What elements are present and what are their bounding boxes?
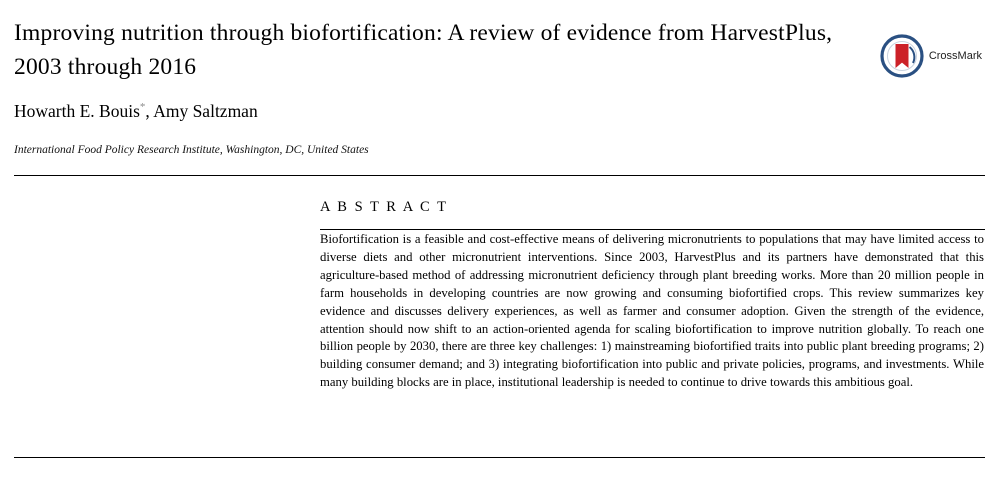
abstract-heading: A B S T R A C T: [320, 199, 448, 215]
author-first: Howarth E. Bouis: [14, 101, 140, 121]
crossmark-badge[interactable]: [879, 33, 982, 79]
abstract-body: Biofortification is a feasible and cost-effective means of delivering micronutrients to populations that may have limited access to diverse diets and other micronutrient interventions. Since 2003, HarvestPlus and its partners have demonstrated that this agriculture-based method of addressing micronutrient deficiency through plant breeding works. More than 20 million people in farm households in developing countries are now growing and consuming biofortified crops. This review summarizes key evidence and discusses delivery experiences, as well as farmer and consumer adoption. Given the strength of the evidence, attention should now shift to an action-oriented agenda for scaling biofortification to improve nutrition globally. To reach one billion people by 2030, there are three key challenges: 1) mainstreaming biofortified traits into public plant breeding programs; 2) building consumer demand; and 3) integrating biofortification into public and private policies, programs, and investments. While many building blocks are in place, institutional leadership is needed to continue to drive towards this ambitious goal.: [320, 232, 984, 390]
crossmark-icon: [879, 33, 925, 79]
divider-top: [14, 175, 985, 176]
abstract-divider: [320, 229, 985, 230]
affiliation-line: International Food Policy Research Institute, Washington, DC, United States: [14, 144, 369, 156]
author-separator: ,: [145, 101, 154, 121]
paper-title: Improving nutrition through biofortification: A review of evidence from HarvestPlus, 2003 through 2016: [14, 20, 833, 80]
author-line: [14, 101, 258, 122]
author-second: Amy Saltzman: [153, 101, 258, 121]
crossmark-label: CrossMark: [928, 50, 982, 62]
divider-bottom: [14, 457, 985, 458]
corresponding-author-mark[interactable]: *: [139, 101, 146, 114]
